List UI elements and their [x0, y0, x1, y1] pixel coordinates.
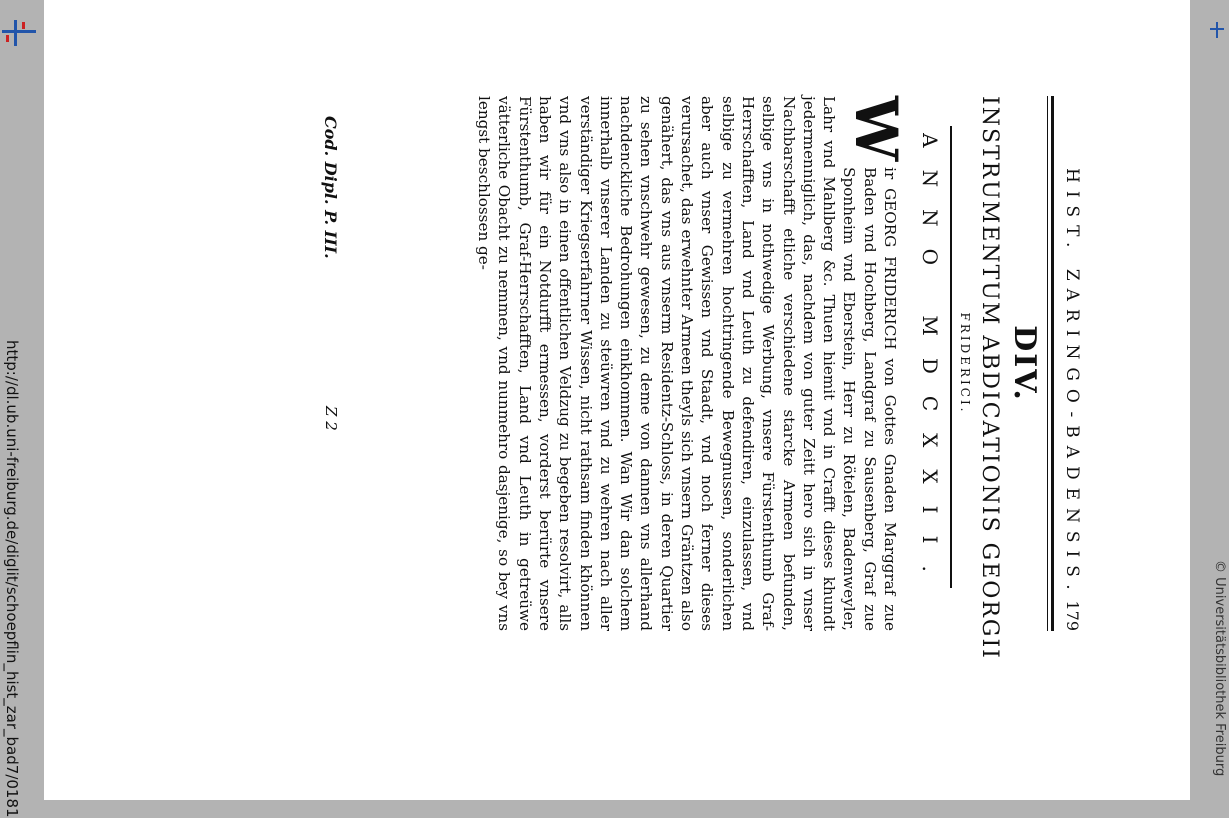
page-number: 179 — [1063, 600, 1082, 631]
running-head — [1060, 96, 1084, 631]
title-rule — [950, 126, 952, 588]
header-rule — [1051, 96, 1054, 631]
header-rule-thin — [1047, 96, 1048, 631]
footer-signature: Cod. Dipl. P. III. — [321, 116, 340, 259]
document-content — [304, 96, 1084, 660]
drop-cap: W — [842, 96, 910, 162]
document-title: INSTRUMENTUM ABDICATIONIS GEORGII — [977, 96, 1002, 660]
library-logo-icon-small — [1210, 20, 1224, 40]
page-footer — [316, 96, 340, 631]
running-head-title: HIST. ZARINGO-BADENSIS. — [1062, 168, 1082, 598]
scanned-page — [44, 0, 1190, 800]
right-copyright-caption: © Universitätsbibliothek Freiburg — [1212, 560, 1227, 777]
document-year: ANNO MDCXXII. — [918, 133, 942, 594]
footer-catchword: Z 2 — [322, 406, 340, 431]
document-number: DIV. — [1007, 325, 1042, 402]
source-url-caption — [0, 340, 22, 818]
library-logo-icon — [2, 16, 36, 50]
body-paragraph: ir GEORG FRIDERICH von Gottes Gnaden Marggraf zue Baden vnd Hochberg, Landgraf zu Sausenberg, Graf zue Sponheim vnd Eberstein, Herr zu Rötelen, Badenweyler, Lahr vnd Mahlberg &c. Thuen hiemit vnd in Crafft dieses khundt jedermenniglich, das, nachdem von guter Zeitt hero sich in vnser Nachbarschafft etliche verschiedene starcke Armeen befunden, selbige vns in nothwedige Werbung, vnsere Fürstenthumb Graf-Herrschafften, Land vnd Leuth zu defendiren, einzulassen, vnd selbige zu vermehren hochtringende Bewegnussen, sonderlichen aber auch vnser Gewissen vnd Staadt, vnd noch ferner dieses verursachet, das erwehnter Armeen theyls sich vnsern Gräntzen also genähert, das vns aus vnserm Residentz-Schloss, in deren Quartier zu sehen vnschwehr gewesen, zu deme von dannen vns allerhand nachdenckliche Bedrohungen einkhommen. Wan Wir dan solchem innerhalb vnserer Landen zu steüwren vnd zu wehren nach aller verständiger Kriegserfahrner Wissen, nicht rathsam finden khönnen vnd vns also in einen offentlichen Veldzug zu begeben resolvirt, alls haben wir für ein Notdurfft ermessen, vorderst berürte vnsere Fürstenthumb, Graf-Herrschafften, Land vnd Leuth in getreüwe vätterliche Obacht zu nemmen, vnd nunmehro dasjenige, so bey vns lengst beschlossen ge- — [475, 96, 899, 631]
copyright-caption — [0, 340, 2, 818]
source-url: http://dl.ub.uni-freiburg.de/diglit/schoepflin_hist_zar_bad7/0181 — [3, 340, 21, 818]
viewer-left-margin — [0, 0, 44, 818]
body-text — [474, 96, 910, 631]
document-subtitle: FRIDERICI. — [958, 312, 972, 415]
